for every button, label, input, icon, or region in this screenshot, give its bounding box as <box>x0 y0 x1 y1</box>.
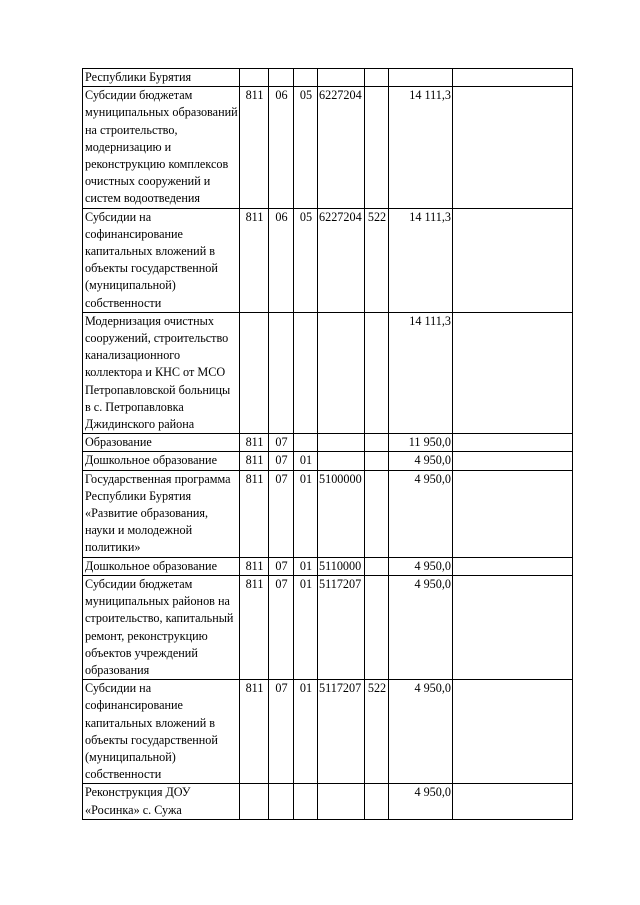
row-note <box>453 557 573 575</box>
table-row <box>83 87 573 208</box>
table-row <box>83 470 573 557</box>
row-sum: 4 950,0 <box>389 575 453 679</box>
row-csr-code <box>318 434 365 452</box>
row-vr-code <box>365 557 389 575</box>
row-csr-code: 5117207 <box>318 680 365 784</box>
row-rz-code: 07 <box>269 680 294 784</box>
budget-table <box>82 68 573 820</box>
row-pr-code: 05 <box>294 208 318 312</box>
table-row <box>83 208 573 312</box>
row-vr-code <box>365 434 389 452</box>
row-gr-code: 811 <box>240 87 269 208</box>
row-vr-code: 522 <box>365 208 389 312</box>
row-pr-code <box>294 312 318 433</box>
row-pr-code: 01 <box>294 470 318 557</box>
row-rz-code <box>269 69 294 87</box>
table-row <box>83 575 573 679</box>
row-rz-code <box>269 784 294 819</box>
row-gr-code <box>240 312 269 433</box>
row-name: Республики Бурятия <box>83 69 240 87</box>
row-note <box>453 575 573 679</box>
row-name: Модернизация очистных сооружений, строительство канализационного коллектора и КНС от МСО Петропавловской больницы в с. Петропавловка Джидинского района <box>83 312 240 433</box>
row-vr-code <box>365 312 389 433</box>
row-gr-code: 811 <box>240 557 269 575</box>
row-vr-code <box>365 452 389 470</box>
table-row <box>83 452 573 470</box>
row-note <box>453 434 573 452</box>
row-sum <box>389 69 453 87</box>
row-sum: 14 111,3 <box>389 208 453 312</box>
row-sum: 4 950,0 <box>389 557 453 575</box>
row-pr-code <box>294 69 318 87</box>
row-note <box>453 312 573 433</box>
row-rz-code: 07 <box>269 575 294 679</box>
row-csr-code: 6227204 <box>318 87 365 208</box>
row-pr-code <box>294 434 318 452</box>
row-note <box>453 470 573 557</box>
table-row <box>83 557 573 575</box>
row-name: Образование <box>83 434 240 452</box>
row-note <box>453 680 573 784</box>
row-rz-code: 07 <box>269 452 294 470</box>
row-name: Субсидии на софинансирование капитальных вложений в объекты государственной (муниципальной) собственности <box>83 680 240 784</box>
row-gr-code: 811 <box>240 452 269 470</box>
row-pr-code <box>294 784 318 819</box>
row-vr-code <box>365 575 389 679</box>
row-rz-code <box>269 312 294 433</box>
row-csr-code: 5117207 <box>318 575 365 679</box>
row-sum: 14 111,3 <box>389 312 453 433</box>
row-csr-code <box>318 69 365 87</box>
row-name: Субсидии бюджетам муниципальных районов на строительство, капитальный ремонт, реконструкцию объектов учреждений образования <box>83 575 240 679</box>
row-note <box>453 208 573 312</box>
row-note <box>453 452 573 470</box>
row-vr-code <box>365 87 389 208</box>
row-csr-code <box>318 784 365 819</box>
row-rz-code: 07 <box>269 434 294 452</box>
row-name: Дошкольное образование <box>83 557 240 575</box>
row-gr-code: 811 <box>240 434 269 452</box>
row-csr-code: 6227204 <box>318 208 365 312</box>
row-sum: 4 950,0 <box>389 784 453 819</box>
row-pr-code: 01 <box>294 575 318 679</box>
row-vr-code <box>365 69 389 87</box>
row-sum: 4 950,0 <box>389 452 453 470</box>
table-row <box>83 69 573 87</box>
row-name: Реконструкция ДОУ «Росинка» с. Сужа <box>83 784 240 819</box>
row-sum: 4 950,0 <box>389 470 453 557</box>
row-gr-code: 811 <box>240 208 269 312</box>
row-gr-code <box>240 69 269 87</box>
row-vr-code <box>365 784 389 819</box>
row-gr-code: 811 <box>240 575 269 679</box>
row-pr-code: 01 <box>294 557 318 575</box>
row-csr-code: 5100000 <box>318 470 365 557</box>
row-note <box>453 69 573 87</box>
table-row <box>83 312 573 433</box>
row-rz-code: 06 <box>269 208 294 312</box>
row-gr-code <box>240 784 269 819</box>
row-gr-code: 811 <box>240 680 269 784</box>
table-row <box>83 784 573 819</box>
row-note <box>453 87 573 208</box>
row-sum: 14 111,3 <box>389 87 453 208</box>
table-row <box>83 434 573 452</box>
row-pr-code: 01 <box>294 452 318 470</box>
row-vr-code <box>365 470 389 557</box>
table-row <box>83 680 573 784</box>
row-name: Дошкольное образование <box>83 452 240 470</box>
row-pr-code: 05 <box>294 87 318 208</box>
row-csr-code: 5110000 <box>318 557 365 575</box>
row-csr-code <box>318 452 365 470</box>
row-rz-code: 07 <box>269 557 294 575</box>
row-gr-code: 811 <box>240 470 269 557</box>
row-rz-code: 06 <box>269 87 294 208</box>
row-rz-code: 07 <box>269 470 294 557</box>
row-sum: 4 950,0 <box>389 680 453 784</box>
row-name: Субсидии бюджетам муниципальных образований на строительство, модернизацию и реконструкцию комплексов очистных сооружений и систем водоотведения <box>83 87 240 208</box>
row-sum: 11 950,0 <box>389 434 453 452</box>
row-note <box>453 784 573 819</box>
table-body <box>83 69 573 820</box>
row-csr-code <box>318 312 365 433</box>
row-name: Государственная программа Республики Бурятия «Развитие образования, науки и молодежной политики» <box>83 470 240 557</box>
row-pr-code: 01 <box>294 680 318 784</box>
row-vr-code: 522 <box>365 680 389 784</box>
row-name: Субсидии на софинансирование капитальных вложений в объекты государственной (муниципальной) собственности <box>83 208 240 312</box>
